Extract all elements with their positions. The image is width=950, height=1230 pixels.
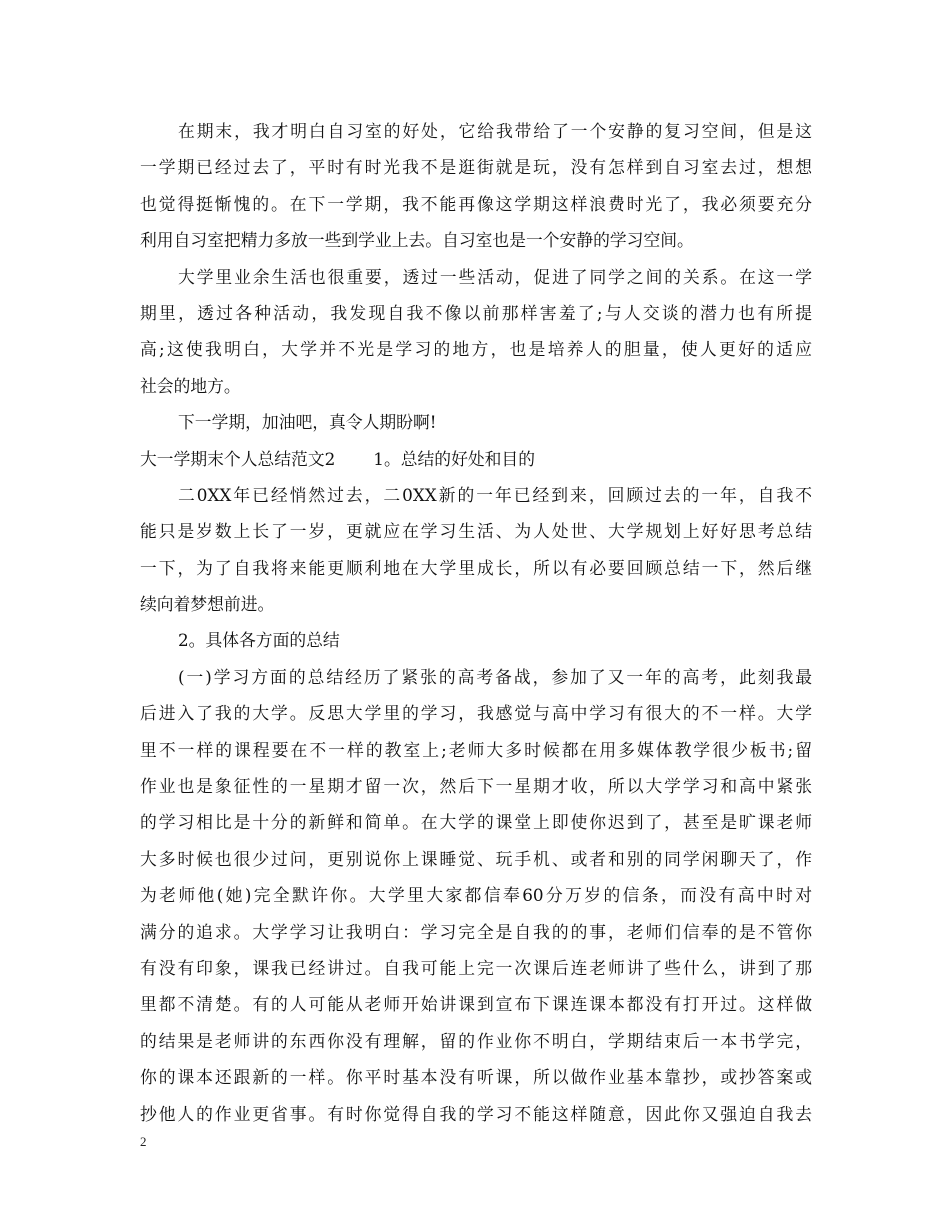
text-line [140,622,812,658]
text-line [140,186,812,222]
text-line [140,513,812,549]
text-line [140,914,812,950]
line-text: 满分的追求。大学学习让我明白：学习完全是自我的的事，老师们信奉的是不管你 [140,921,812,942]
text-line [140,113,812,149]
document-body [140,113,812,1132]
line-text: 能只是岁数上长了一岁，更就应在学习生活、为人处世、大学规划上好好思考总结 [140,521,812,542]
line-text: 续向着梦想前进。 [140,594,275,615]
line-text: 里不一样的课程要在不一样的教室上;老师大多时候都在用多媒体教学很少板书;留 [140,739,812,760]
line-text: 大多时候也很少过问，更别说你上课睡觉、玩手机、或者和别的同学闲聊天了，作 [140,848,812,869]
section-title: 大一学期末个人总结范文2 [140,448,336,469]
line-text: 一下，为了自我将来能更顺利地在大学里成长，所以有必要回顾总结一下，然后继 [140,557,812,578]
line-text: 下一学期，加油吧，真令人期盼啊! [178,412,437,433]
section-subtitle: 1。总结的好处和目的 [373,448,535,469]
line-text: 一学期已经过去了，平时有时光我不是逛街就是玩，没有怎样到自习室去过，想想 [140,157,812,178]
line-text: 在期末，我才明白自习室的好处，它给我带给了一个安静的复习空间，但是这 [178,121,812,141]
text-line [140,331,812,367]
line-text: 利用自习室把精力多放一些到学业上去。自习室也是一个安静的学习空间。 [140,230,694,251]
line-text: 作业也是象征性的一星期才留一次，然后下一星期才收，所以大学学习和高中紧张 [140,776,812,797]
line-text: 的结果是老师讲的东西你没有理解，留的作业你不明白，学期结束后一本书学完， [140,1030,812,1051]
text-line [140,586,812,622]
text-line [140,441,812,477]
text-line [140,259,812,295]
line-text: 也觉得挺惭愧的。在下一学期，我不能再像这学期这样浪费时光了，我必须要充分 [140,193,812,214]
text-line [140,768,812,804]
line-text: 的学习相比是十分的新鲜和简单。在大学的课堂上即使你迟到了，甚至是旷课老师 [140,812,812,833]
text-line [140,804,812,840]
line-text: 社会的地方。 [140,375,241,396]
text-line [140,295,812,331]
text-line [140,986,812,1022]
text-line [140,1059,812,1095]
line-text: 二0XX年已经悄然过去，二0XX新的一年已经到来，回顾过去的一年，自我不 [178,484,812,505]
line-text: 大学里业余生活也很重要，透过一些活动，促进了同学之间的关系。在这一学 [178,266,812,287]
line-text: 期里，透过各种活动，我发现自我不像以前那样害羞了;与人交谈的潜力也有所提 [140,302,812,323]
line-text: 里都不清楚。有的人可能从老师开始讲课到宣布下课连课本都没有打开过。这样做 [140,994,812,1015]
line-text: (一)学习方面的总结经历了紧张的高考备战，参加了又一年的高考，此刻我最 [178,666,812,687]
line-text: 后进入了我的大学。反思大学里的学习，我感觉与高中学习有很大的不一样。大学 [140,703,812,724]
line-text: 抄他人的作业更省事。有时你觉得自我的学习不能这样随意，因此你又强迫自我去 [140,1103,812,1124]
line-text: 你的课本还跟新的一样。你平时基本没有听课，所以做作业基本靠抄，或抄答案或 [140,1067,812,1088]
text-line [140,149,812,185]
line-text: 2。具体各方面的总结 [178,630,340,651]
text-line [140,841,812,877]
text-line [140,1023,812,1059]
text-line [140,404,812,440]
text-line [140,732,812,768]
text-line [140,877,812,913]
text-line [140,550,812,586]
line-text: 有没有印象，课我已经讲过。自我可能上完一次课后连老师讲了些什么，讲到了那 [140,957,812,978]
text-line [140,659,812,695]
text-line [140,368,812,404]
page-number: 2 [140,1134,147,1149]
text-line [140,477,812,513]
line-text: 高;这使我明白，大学并不光是学习的地方，也是培养人的胆量，使人更好的适应 [140,339,812,360]
text-line [140,1096,812,1132]
text-line [140,950,812,986]
text-line [140,695,812,731]
text-line [140,222,812,258]
line-text: 为老师他(她)完全默许你。大学里大家都信奉60分万岁的信条，而没有高中时对 [140,885,812,906]
spacer [335,441,373,477]
